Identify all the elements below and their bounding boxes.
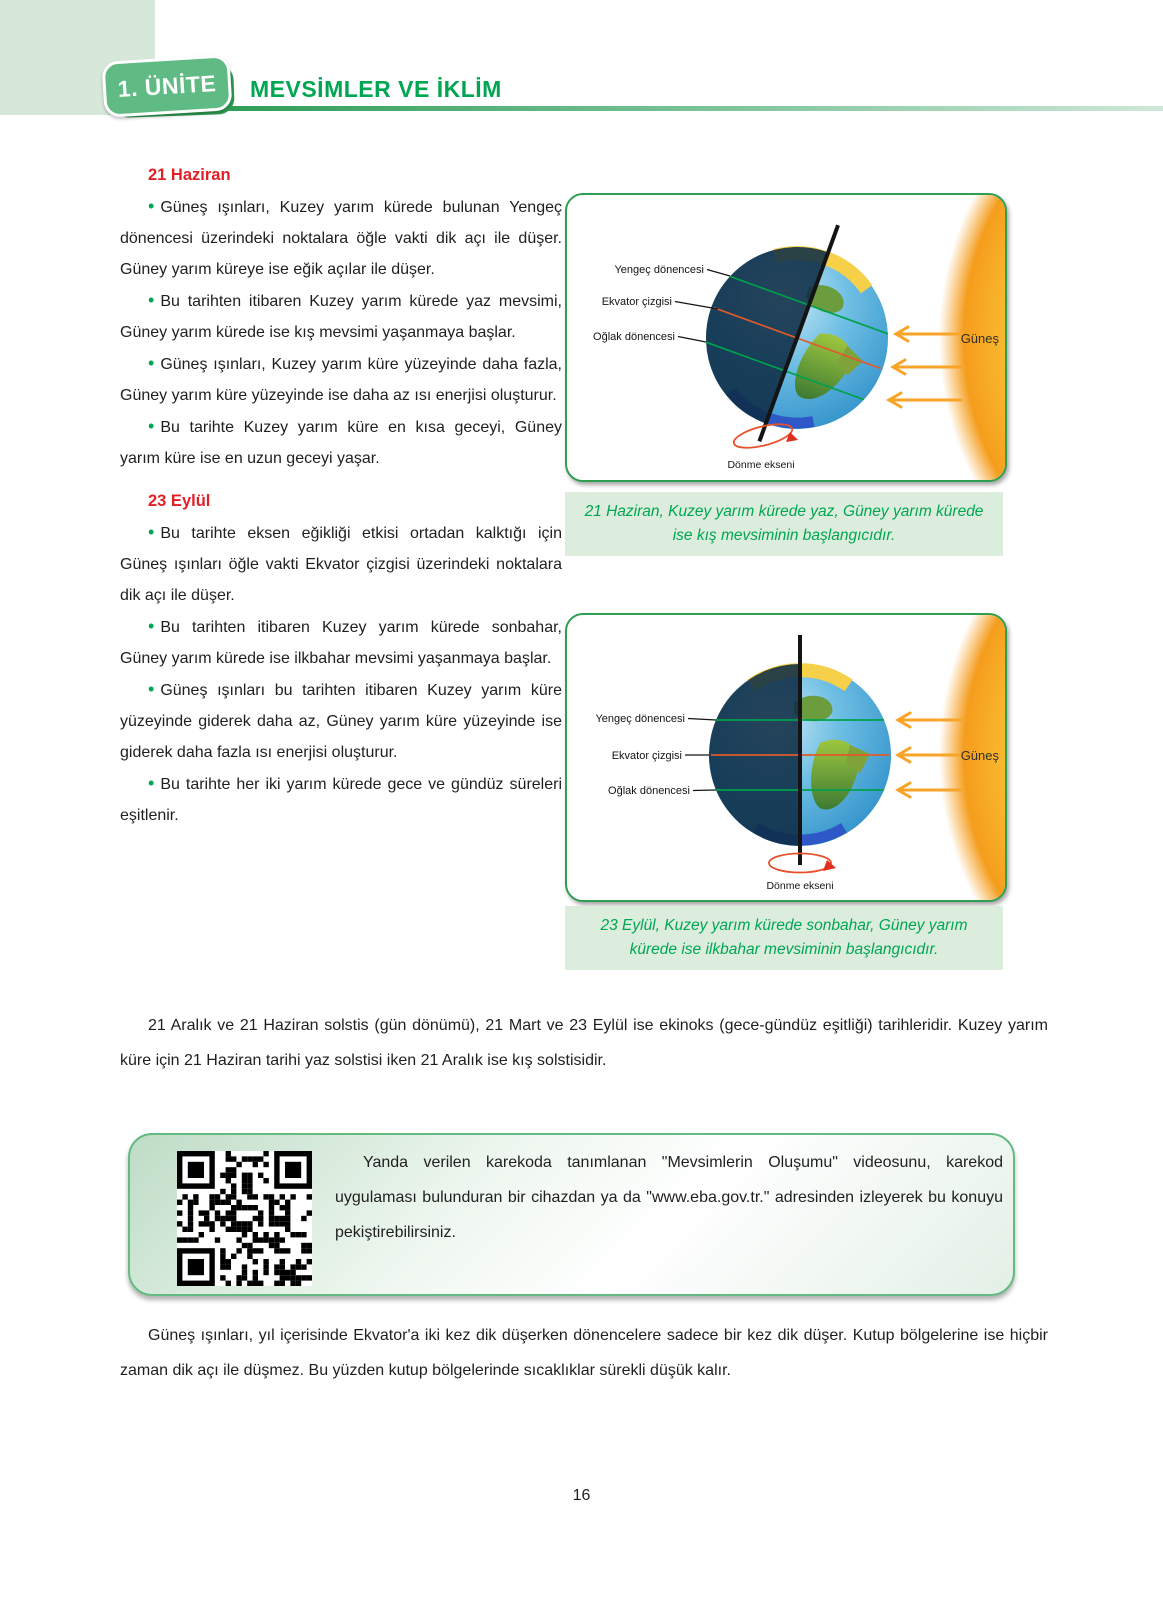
page-title: MEVSİMLER VE İKLİM bbox=[250, 76, 502, 102]
equator-label: Ekvator çizgisi bbox=[601, 296, 672, 308]
header-rule bbox=[215, 106, 1163, 111]
section-heading-june21: 21 Haziran bbox=[148, 166, 231, 184]
section-heading-sept23: 23 Eylül bbox=[148, 492, 211, 510]
bullet-icon: • bbox=[148, 416, 155, 436]
bullet-text: Bu tarihte eksen eğikliği etkisi ortadan kalktığı için Güneş ışınları öğle vakti Ekvator çizgisi üzerindeki noktalara dik açı ile düşer. bbox=[120, 525, 562, 604]
bullet-icon: • bbox=[148, 196, 155, 216]
unit-badge bbox=[101, 54, 232, 118]
bullet-item bbox=[120, 348, 562, 411]
equator-label: Ekvator çizgisi bbox=[611, 750, 682, 762]
qr-code-container bbox=[177, 1151, 312, 1286]
bullet-text: Güneş ışınları, Kuzey yarım küre yüzeyinde daha fazla, Güney yarım küre yüzeyinde ise daha az ısı enerjisi oluşturur. bbox=[120, 356, 562, 404]
bullet-item bbox=[120, 768, 562, 831]
sun-label: Güneş bbox=[960, 748, 999, 763]
bullet-icon: • bbox=[148, 679, 155, 699]
qr-note-text: Yanda verilen karekoda tanımlanan "Mevsimlerin Oluşumu" videosunu, karekod uygulaması bulunduran bir cihazdan ya da "www.eba.gov.tr." adresinden izleyerek bu konuyu pekiştirebilirsiniz. bbox=[335, 1154, 1003, 1241]
bullet-item bbox=[120, 411, 562, 474]
bullet-item bbox=[120, 285, 562, 348]
diagram-sept23 bbox=[565, 613, 1007, 902]
bullet-text: Bu tarihte her iki yarım kürede gece ve gündüz süreleri eşitlenir. bbox=[120, 776, 562, 824]
page-number: 16 bbox=[572, 1487, 591, 1504]
tropic-of-capricorn-label: Oğlak dönencesi bbox=[608, 785, 690, 797]
bullet-text: Bu tarihte Kuzey yarım küre en kısa geceyi, Güney yarım küre ise en uzun geceyi yaşar. bbox=[120, 419, 562, 467]
earth-globe bbox=[709, 635, 891, 865]
unit-badge-label: 1. ÜNİTE bbox=[116, 69, 217, 102]
tropic-of-cancer-label: Yengeç dönencesi bbox=[595, 713, 685, 725]
bullet-item bbox=[120, 191, 562, 285]
polar-paragraph: Güneş ışınları, yıl içerisinde Ekvator'a iki kez dik düşerken dönencelere sadece bir kez dik düşer. Kutup bölgelerine ise hiçbir zaman dik açı ile düşmez. Bu yüzden kutup bölgelerinde sıcaklıklar sürekli düşük kalır. bbox=[120, 1327, 1048, 1379]
bullet-item bbox=[120, 517, 562, 611]
qr-info-box bbox=[128, 1133, 1015, 1296]
earth-globe bbox=[674, 195, 924, 472]
diagram-june21 bbox=[565, 193, 1007, 482]
tropic-of-capricorn-label: Oğlak dönencesi bbox=[593, 331, 675, 343]
diagram-caption-june: 21 Haziran, Kuzey yarım kürede yaz, Güney yarım kürede ise kış mevsiminin başlangıcıdır. bbox=[565, 492, 1003, 556]
tropic-of-cancer-label: Yengeç dönencesi bbox=[614, 264, 704, 276]
solstice-paragraph: 21 Aralık ve 21 Haziran solstis (gün dönümü), 21 Mart ve 23 Eylül ise ekinoks (gece-gündüz eşitliği) tarihleridir. Kuzey yarım küre için 21 Haziran tarihi yaz solstisi iken 21 Aralık ise kış solstisidir. bbox=[120, 1017, 1048, 1069]
earth-sun-diagram-sept bbox=[567, 615, 1005, 900]
rotation-axis-label: Dönme ekseni bbox=[766, 880, 834, 892]
bullet-icon: • bbox=[148, 773, 155, 793]
bullet-icon: • bbox=[148, 522, 155, 542]
bullet-item bbox=[120, 611, 562, 674]
qr-code bbox=[177, 1151, 312, 1286]
bullet-item bbox=[120, 674, 562, 768]
rotation-axis-label: Dönme ekseni bbox=[727, 459, 795, 471]
bullet-icon: • bbox=[148, 290, 155, 310]
bullet-text: Bu tarihten itibaren Kuzey yarım kürede sonbahar, Güney yarım kürede ise ilkbahar mevsimi yaşanmaya başlar. bbox=[120, 619, 562, 667]
bullet-text: Güneş ışınları bu tarihten itibaren Kuzey yarım küre yüzeyinde giderek daha az, Güney yarım küre yüzeyinde ise giderek daha fazla ısı enerjisi oluşturur. bbox=[120, 682, 562, 761]
bullet-text: Bu tarihten itibaren Kuzey yarım kürede yaz mevsimi, Güney yarım kürede ise kış mevsimi yaşanmaya başlar. bbox=[120, 293, 562, 341]
main-text-column bbox=[120, 160, 562, 831]
bullet-text: Güneş ışınları, Kuzey yarım kürede bulunan Yengeç dönencesi üzerindeki noktalara öğle vakti dik açı ile düşer. Güney yarım küreye ise eğik açılar ile düşer. bbox=[120, 199, 562, 278]
bullet-icon: • bbox=[148, 616, 155, 636]
diagram-caption-sept: 23 Eylül, Kuzey yarım kürede sonbahar, Güney yarım kürede ise ilkbahar mevsiminin başlangıcıdır. bbox=[565, 906, 1003, 970]
sun-label: Güneş bbox=[960, 331, 999, 346]
bullet-icon: • bbox=[148, 353, 155, 373]
rotation-ellipse-icon bbox=[769, 854, 836, 873]
earth-sun-diagram-june bbox=[567, 195, 1005, 480]
